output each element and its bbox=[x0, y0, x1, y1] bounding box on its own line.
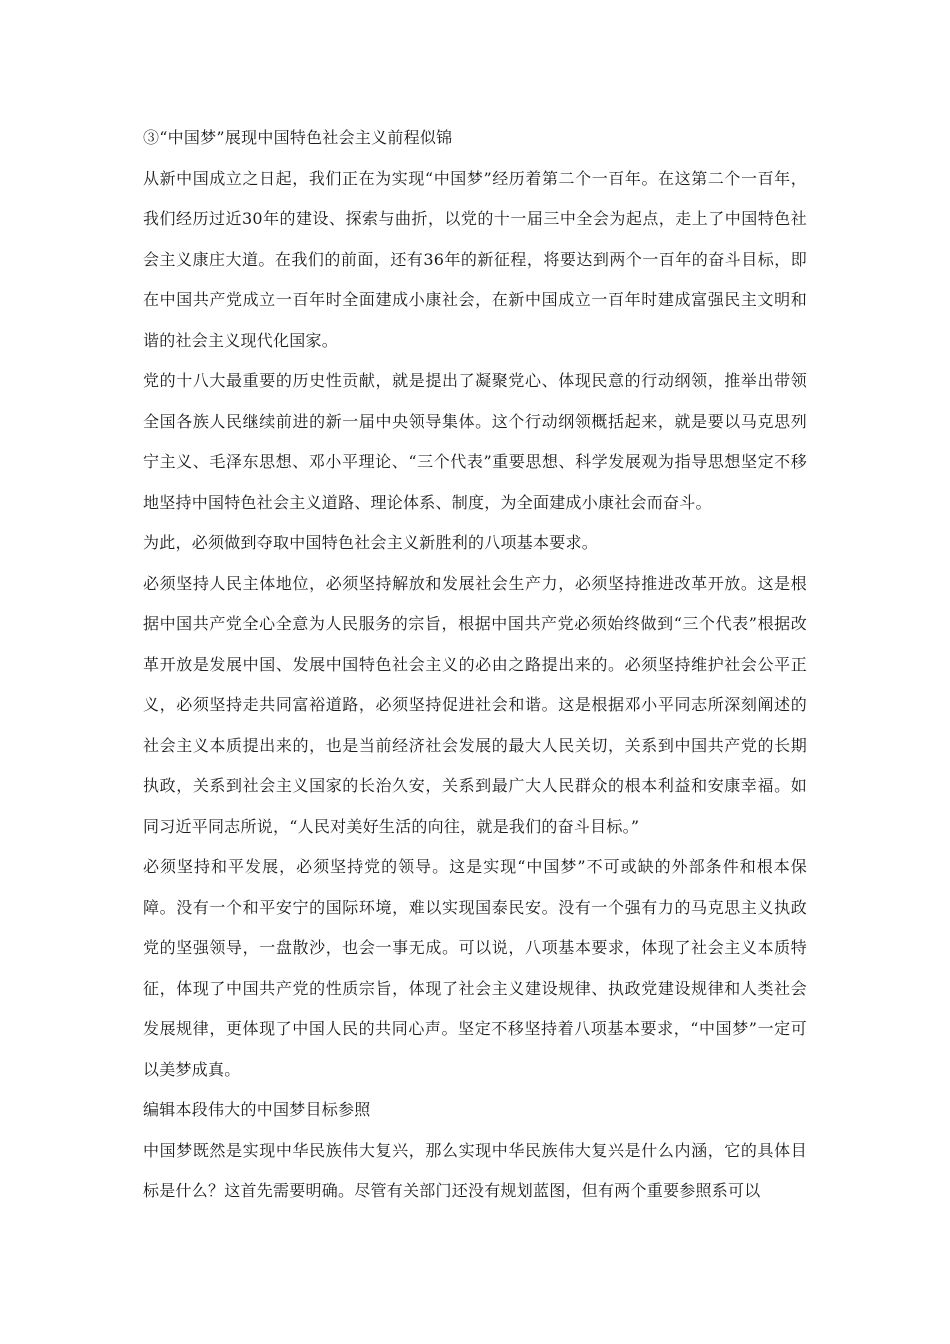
paragraph-rejuvenation-goal: 中国梦既然是实现中华民族伟大复兴，那么实现中华民族伟大复兴是什么内涵，它的具体目标是什么？这首先需要明确。尽管有关部门还没有规划蓝图，但有两个重要参照系可以 bbox=[143, 1140, 807, 1200]
paragraph-first-century: 从新中国成立之日起，我们正在为实现“中国梦”经历着第二个一百年。在这第二个一百年，我们经历过近30年的建设、探索与曲折，以党的十一届三中全会为起点，走上了中国特色社会主义康庄大道。在我们的前面，还有36年的新征程，将要达到两个一百年的奋斗目标，即在中国共产党成立一百年时全面建成小康社会，在新中国成立一百年时建成富强民主文明和谐的社会主义现代化国家。 bbox=[143, 168, 807, 350]
document-body bbox=[143, 118, 807, 1212]
paragraph-peaceful-development: 必须坚持和平发展，必须坚持党的领导。这是实现“中国梦”不可或缺的外部条件和根本保障。没有一个和平安宁的国际环境，难以实现国泰民安。没有一个强有力的马克思主义执政党的坚强领导，一盘散沙，也会一事无成。可以说，八项基本要求，体现了社会主义本质特征，体现了中国共产党的性质宗旨，体现了社会主义建设规律、执政党建设规律和人类社会发展规律，更体现了中国人民的共同心声。坚定不移坚持着八项基本要求，“中国梦”一定可以美梦成真。 bbox=[143, 857, 807, 1079]
paragraph-people-centered: 必须坚持人民主体地位，必须坚持解放和发展社会生产力，必须坚持推进改革开放。这是根据中国共产党全心全意为人民服务的宗旨，根据中国共产党必须始终做到“三个代表”根据改革开放是发展中国、发展中国特色社会主义的必由之路提出来的。必须坚持维护社会公平正义，必须坚持走共同富裕道路，必须坚持促进社会和谐。这是根据邓小平同志所深刻阐述的社会主义本质提出来的，也是当前经济社会发展的最大人民关切，关系到中国共产党的长期执政，关系到社会主义国家的长治久安，关系到最广大人民群众的根本利益和安康幸福。如同习近平同志所说，“人民对美好生活的向往，就是我们的奋斗目标。” bbox=[143, 573, 807, 836]
edit-section-subheading: 编辑本段伟大的中国梦目标参照 bbox=[143, 1100, 371, 1119]
paragraph-eight-requirements: 为此，必须做到夺取中国特色社会主义新胜利的八项基本要求。 bbox=[143, 533, 599, 552]
section-heading: ③“中国梦”展现中国特色社会主义前程似锦 bbox=[143, 128, 453, 147]
paragraph-eighteenth-congress: 党的十八大最重要的历史性贡献，就是提出了凝聚党心、体现民意的行动纲领，推举出带领全国各族人民继续前进的新一届中央领导集体。这个行动纲领概括起来，就是要以马克思列宁主义、毛泽东思想、邓小平理论、“三个代表”重要思想、科学发展观为指导思想坚定不移地坚持中国特色社会主义道路、理论体系、制度，为全面建成小康社会而奋斗。 bbox=[143, 371, 807, 512]
